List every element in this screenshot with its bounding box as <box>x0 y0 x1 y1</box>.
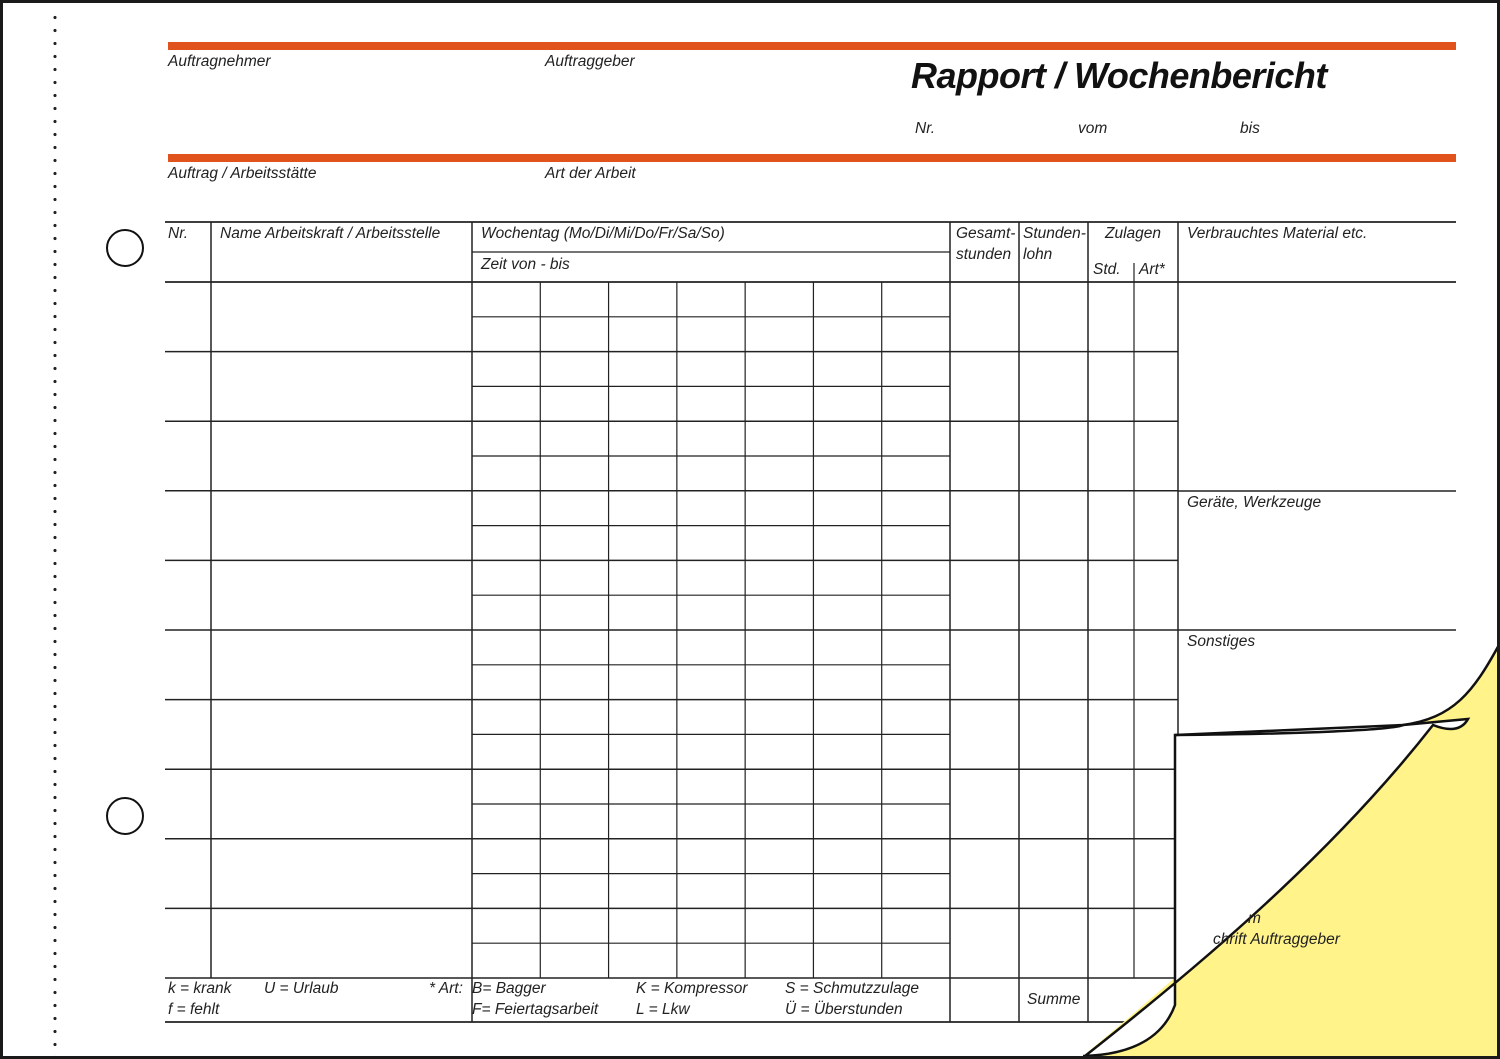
work-type-label: Art der Arbeit <box>545 165 636 182</box>
legend-excavator: B= Bagger <box>472 980 546 997</box>
report-number-label: Nr. <box>915 120 936 137</box>
col-name-header: Name Arbeitskraft / Arbeitsstelle <box>220 225 441 242</box>
legend-dirt-allowance: S = Schmutzzulage <box>785 980 919 997</box>
col-nr-header: Nr. <box>168 225 189 242</box>
col-wage-header-2: lohn <box>1023 246 1053 263</box>
legend-truck: L = Lkw <box>636 1001 690 1018</box>
client-label: Auftraggeber <box>545 53 635 70</box>
form-title: Rapport / Wochenbericht <box>911 55 1327 96</box>
sum-label: Summe <box>1027 991 1081 1008</box>
col-wage-header-1: Stunden- <box>1023 225 1086 242</box>
legend-compressor: K = Kompressor <box>636 980 748 997</box>
contractor-label: Auftragnehmer <box>168 53 271 70</box>
col-total-hours-header-1: Gesamt- <box>956 225 1016 242</box>
legend-overtime: Ü = Überstunden <box>785 1001 903 1018</box>
legend-absent: f = fehlt <box>168 1001 220 1018</box>
date-to-label: bis <box>1240 120 1260 137</box>
legend-holiday-work: F= Feiertagsarbeit <box>472 1001 599 1018</box>
col-time-header: Zeit von - bis <box>481 256 570 273</box>
peek-text-1: m <box>1248 910 1261 927</box>
col-material-header: Verbrauchtes Material etc. <box>1187 225 1368 242</box>
misc-section-label: Sonstiges <box>1187 633 1256 650</box>
col-weekday-header: Wochentag (Mo/Di/Mi/Do/Fr/Sa/So) <box>481 225 725 242</box>
col-allowance-hours-header: Std. <box>1093 261 1121 278</box>
folded-corner-graphic <box>3 3 1497 1056</box>
tools-section-label: Geräte, Werkzeuge <box>1187 494 1322 511</box>
legend-vacation: U = Urlaub <box>264 980 339 997</box>
col-allowance-header: Zulagen <box>1105 225 1162 242</box>
date-from-label: vom <box>1078 120 1108 137</box>
order-site-label: Auftrag / Arbeitsstätte <box>168 165 317 182</box>
peek-text-2: chrift Auftraggeber <box>1213 931 1340 948</box>
legend-sick: k = krank <box>168 980 232 997</box>
col-total-hours-header-2: stunden <box>956 246 1012 263</box>
legend-art-prefix: * Art: <box>429 980 463 997</box>
col-allowance-type-header: Art* <box>1139 261 1165 278</box>
